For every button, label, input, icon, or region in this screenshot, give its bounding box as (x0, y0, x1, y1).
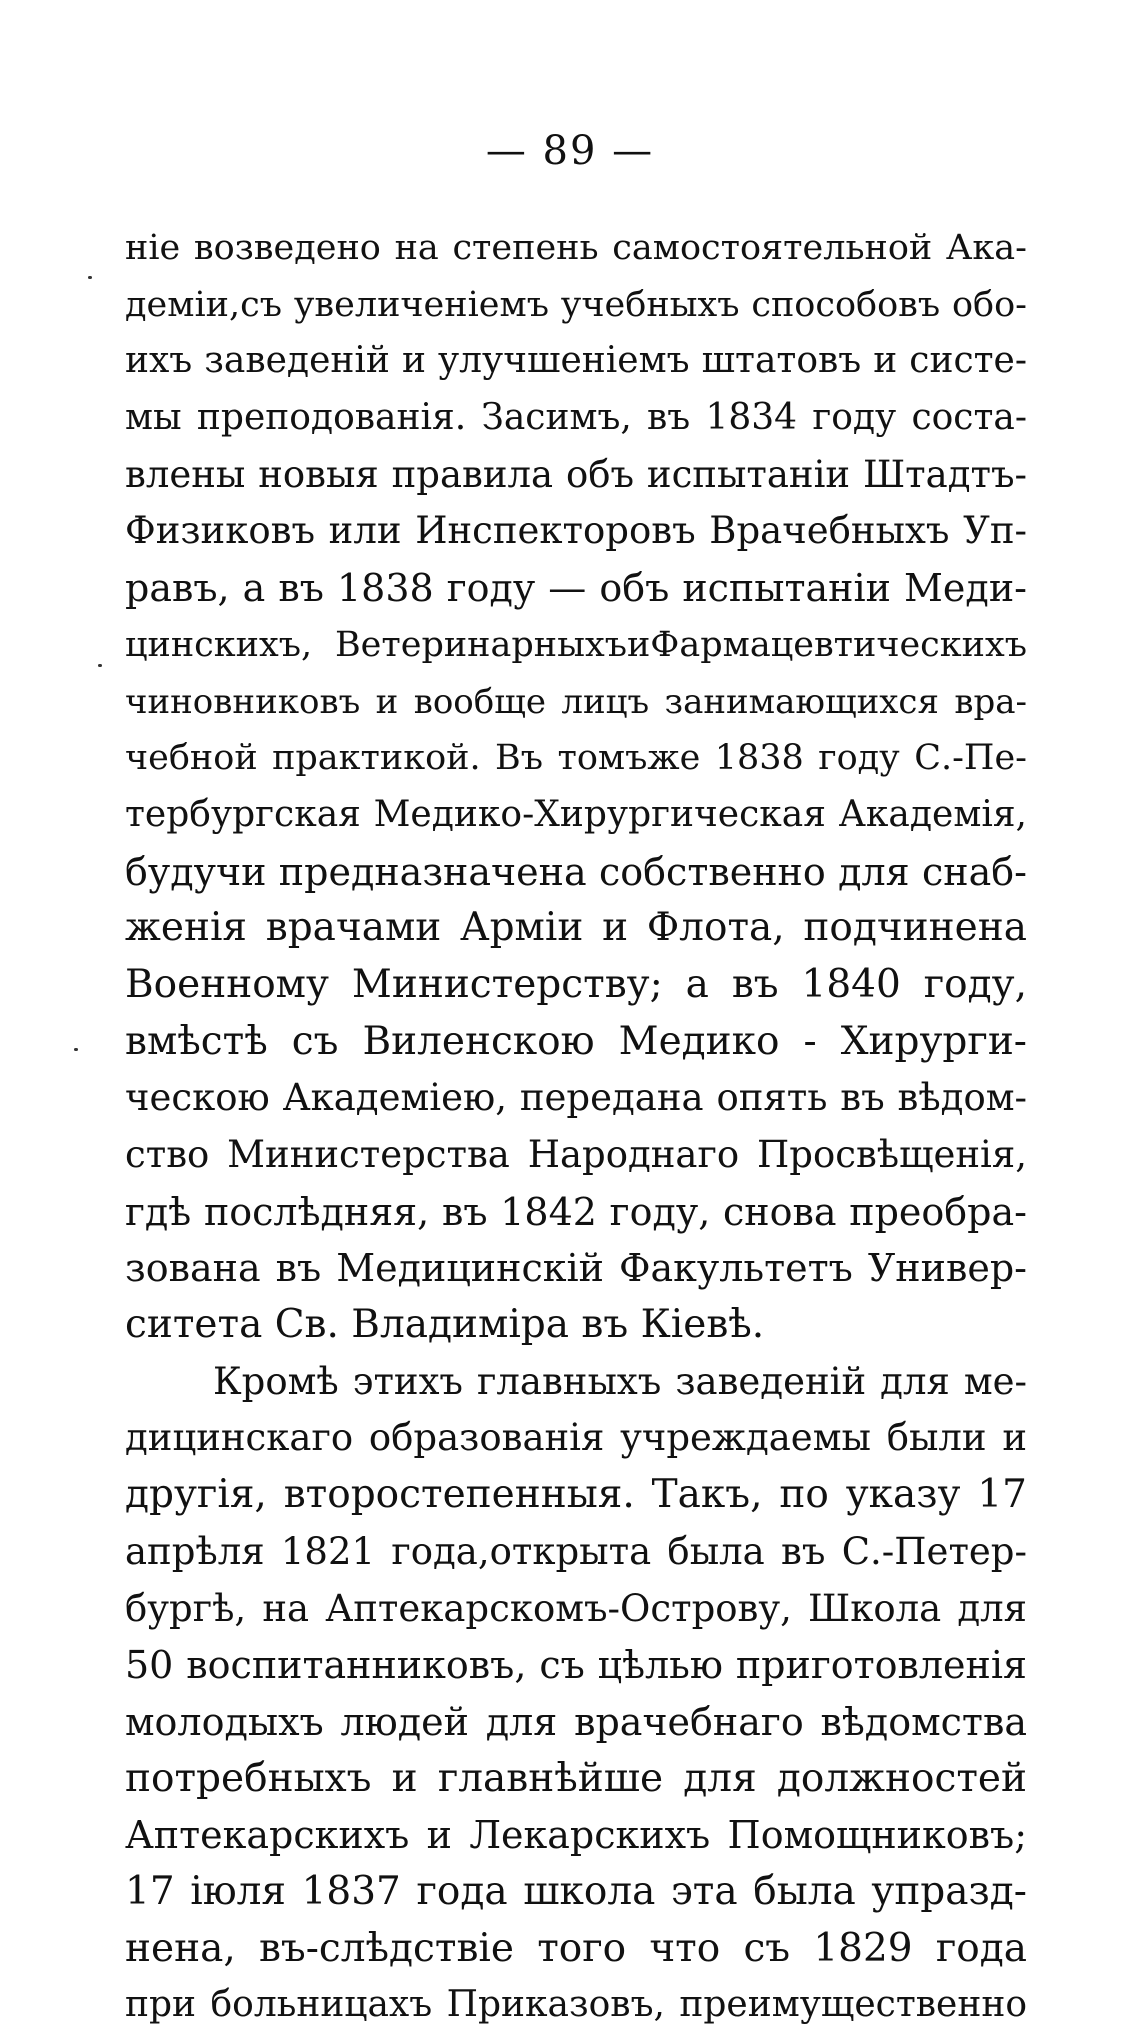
paragraph-first-line: Кромѣ этихъ главныхъ заведеній для ме- (213, 1359, 1027, 1403)
text-line: ихъ заведеній и улучшеніемъ штатовъ и систе- (125, 340, 1027, 382)
text-line: чебной практикой. Въ томъже 1838 году С.-Пе- (125, 738, 1027, 779)
body-text (125, 220, 1027, 2034)
text-line: влены новыя правила объ испытаніи Штадтъ- (125, 452, 1027, 496)
text-line: зована въ Медицинскій Факультетъ Универ- (125, 1246, 1027, 1291)
text-line: бургѣ, на Аптекарскомъ-Острову, Школа для (125, 1586, 1027, 1630)
text-line: мы преподованія. Засимъ, въ 1834 году соста- (125, 397, 1027, 439)
text-line: равъ, а въ 1838 году — объ испытаніи Меди- (125, 566, 1027, 611)
text-line: цинскихъ, ВетеринарныхъиФармацевтическихъ (125, 624, 1027, 665)
text-line: ческою Академіею, передана опять въ вѣдом- (125, 1076, 1027, 1120)
print-speck (98, 664, 102, 667)
page-number: — 89 — (485, 128, 655, 174)
text-line: ситета Св. Владиміра въ Кіевѣ. (125, 1302, 765, 1348)
text-line: апрѣля 1821 года,открыта была въ С.-Петер- (125, 1529, 1027, 1573)
text-line: женія врачами Арміи и Флота, подчинена (125, 905, 1027, 951)
text-line: при больницахъ Приказовъ, преимущественно (125, 1984, 1027, 2026)
print-speck (74, 1048, 78, 1051)
text-line: 17 іюля 1837 года школа эта была упразд- (125, 1868, 1027, 1914)
text-line: Физиковъ или Инспекторовъ Врачебныхъ Уп- (125, 509, 1027, 553)
text-line: дицинскаго образованія учреждаемы были и (125, 1416, 1027, 1460)
text-line: тербургская Медико-Хирургическая Академія, (125, 793, 1027, 835)
text-line: гдѣ послѣдняя, въ 1842 году, снова преобра- (125, 1189, 1027, 1234)
text-line: молодыхъ людей для врачебнаго вѣдомства (125, 1699, 1027, 1744)
print-speck (88, 276, 92, 279)
text-line: Аптекарскихъ и Лекарскихъ Помощниковъ; (125, 1813, 1027, 1858)
text-line: Военному Министерству; а въ 1840 году, (125, 961, 1027, 1007)
text-line: потребныхъ и главнѣйше для должностей (125, 1755, 1027, 1801)
text-line: вмѣстѣ съ Виленскою Медико - Хирурги- (125, 1018, 1027, 1064)
text-line: другія, второстепенныя. Такъ, по указу 17 (125, 1472, 1027, 1518)
text-line: ство Министерства Народнаго Просвѣщенія, (125, 1133, 1027, 1176)
text-line: ніе возведено на степень самостоятельной Ака- (125, 228, 1027, 268)
text-line: деміи,съ увеличеніемъ учебныхъ способовъ обо- (125, 284, 1027, 325)
text-line: чиновниковъ и вообще лицъ занимающихся вра- (125, 681, 1027, 722)
text-line: будучи предназначена собственно для снаб- (125, 849, 1027, 894)
text-line: 50 воспитанниковъ, съ цѣлью приготовленія (125, 1643, 1027, 1688)
text-line: нена, въ-слѣдствіе того что съ 1829 года (125, 1925, 1027, 1971)
